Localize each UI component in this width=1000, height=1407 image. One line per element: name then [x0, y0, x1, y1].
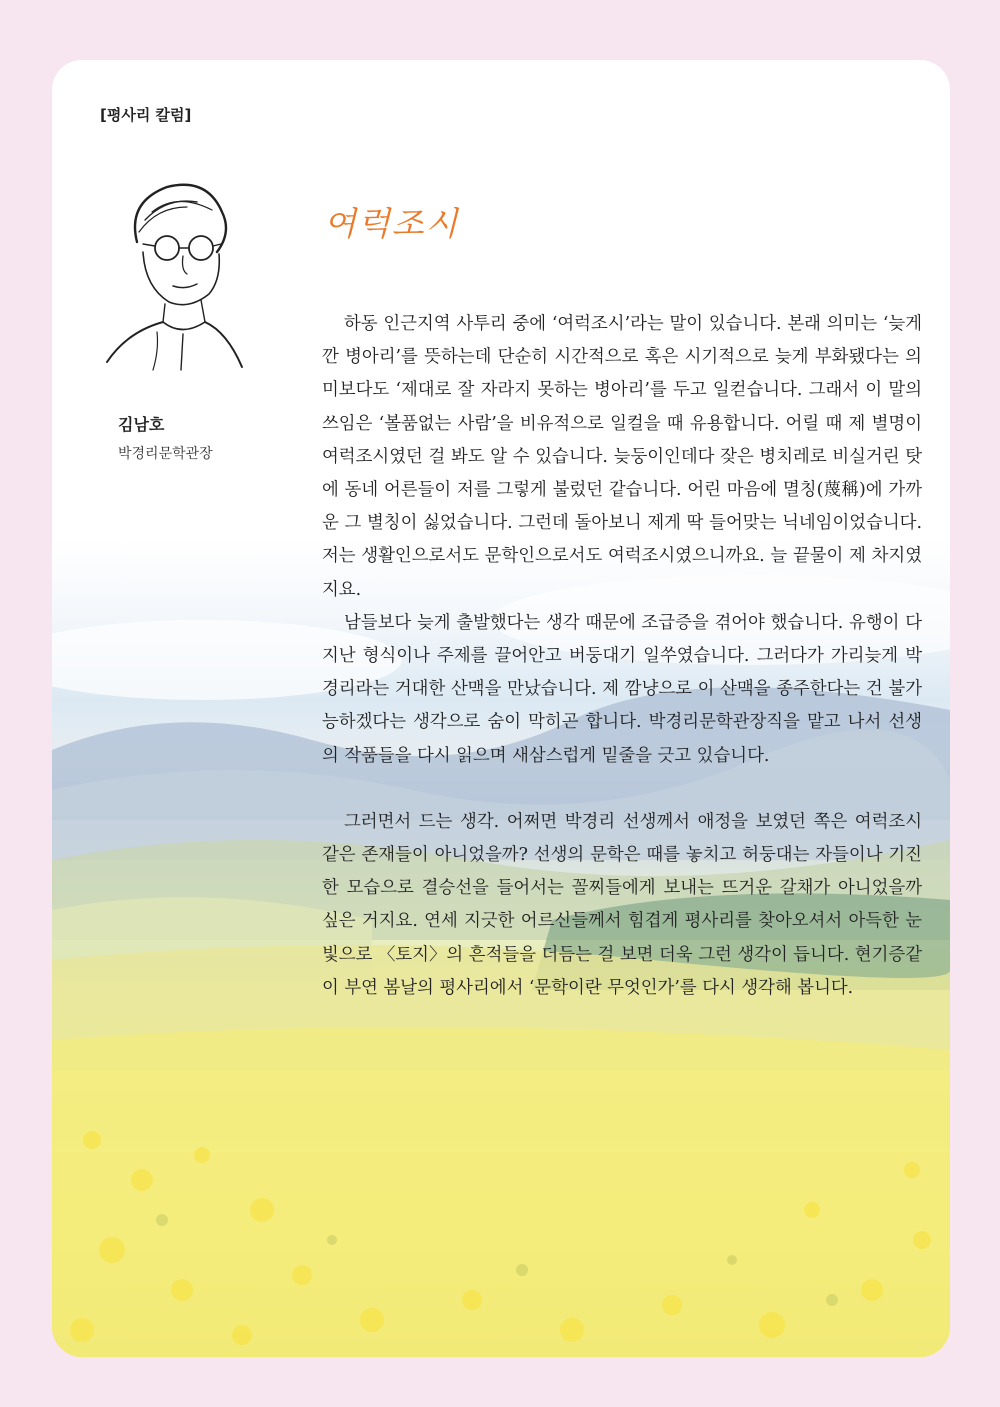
essay-paragraph: 그러면서 드는 생각. 어쩌면 박경리 선생께서 애정을 보였던 쪽은 여럭조시 같은 존재들이 아니었을까? 선생의 문학은 때를 놓치고 허둥대는 자들이나 기진한 모습으로 결승선을 들어서는 꼴찌들에게 보내는 뜨거운 갈채가 아니었을까 싶은 거지요. 연세 지긋한 어르신들께서 힘겹게 평사리를 찾아오셔서 아득한 눈빛으로 〈토지〉의 흔적들을 더듬는 걸 보면 더욱 그런 생각이 듭니다. 현기증같이 부연 봄날의 평사리에서 ‘문학이란 무엇인가’를 다시 생각해 봅니다. [322, 811, 922, 998]
column-category-label: [평사리 칼럼] [100, 106, 192, 124]
essay-paragraph: 남들보다 늦게 출발했다는 생각 때문에 조급증을 겪어야 했습니다. 유행이 다 지난 형식이나 주제를 끌어안고 버둥대기 일쑤였습니다. 그러다가 가리늦게 박경리라는 거대한 산맥을 만났습니다. 제 깜냥으로 이 산맥을 종주한다는 건 불가능하겠다는 생각으로 숨이 막히곤 합니다. 박경리문학관장직을 맡고 나서 선생의 작품들을 다시 읽으며 새삼스럽게 밑줄을 긋고 있습니다. [322, 612, 922, 766]
author-portrait-sketch [97, 172, 247, 372]
essay-title: 여럭조시 [324, 204, 460, 243]
author-position: 박경리문학관장 [118, 446, 213, 462]
essay-body [322, 308, 922, 1005]
article-page [52, 60, 950, 1357]
author-name: 김남호 [118, 415, 165, 434]
essay-paragraph: 하동 인근지역 사투리 중에 ‘여럭조시’라는 말이 있습니다. 본래 의미는 ‘늦게 깐 병아리’를 뜻하는데 단순히 시간적으로 혹은 시기적으로 늦게 부화됐다는 의미보다도 ‘제대로 잘 자라지 못하는 병아리’를 두고 일컫습니다. 그래서 이 말의 쓰임은 ‘볼품없는 사람’을 비유적으로 일컬을 때 유용합니다. 어릴 때 제 별명이 여럭조시였던 걸 봐도 알 수 있습니다. 늦둥이인데다 잦은 병치레로 비실거린 탓에 동네 어른들이 저를 그렇게 불렀던 같습니다. 어린 마음에 멸칭(蔑稱)에 가까운 그 별칭이 싫었습니다. 그런데 돌아보니 제게 딱 들어맞는 닉네임이었습니다. 저는 생활인으로서도 문학인으로서도 여럭조시였으니까요. 늘 끝물이 제 차지였지요. [322, 314, 922, 600]
